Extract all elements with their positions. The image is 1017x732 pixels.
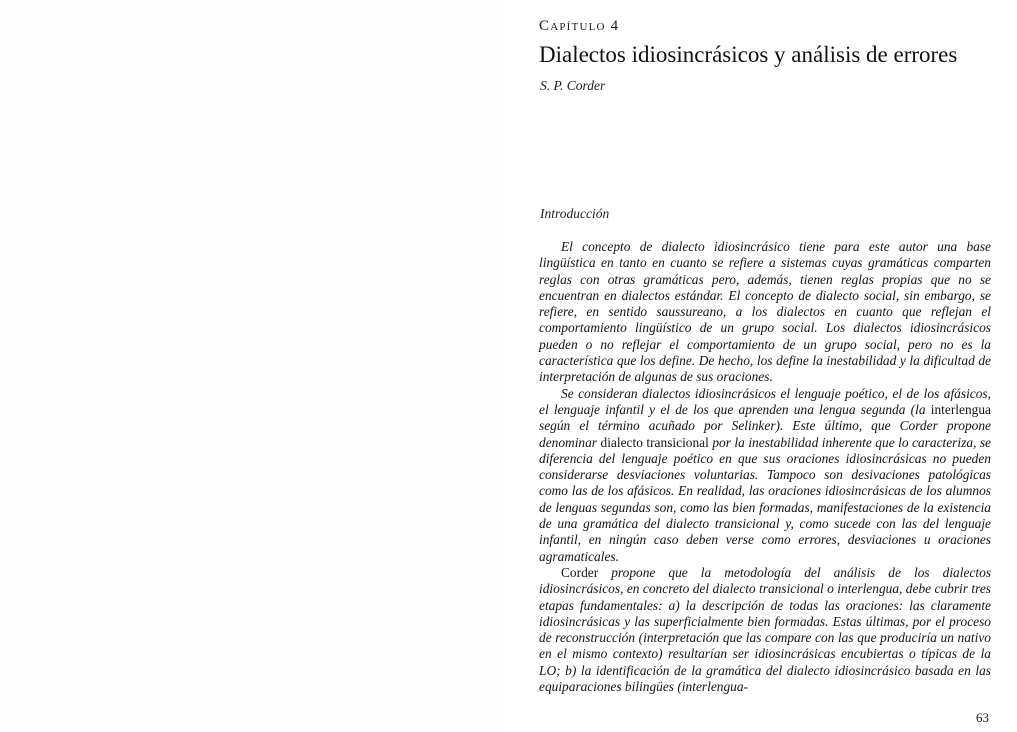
right-page: [505, 0, 1017, 732]
text-run: por la inestabilidad inherente que lo caracteriza, se diferencia del lenguaje poético en que sus oraciones idiosincrásicas no pueden considerarse desviaciones voluntarias. Tampoco son desivaciones patológicas como las de los afásicos. En realidad, las oraciones idiosincrásicas de los alumnos de lenguas segundas son, como las bien formadas, manifestaciones de la existencia de una gramática del dialecto transicional y, como sucede con las del lenguaje infantil, en ningún caso deben verse como errores, desviaciones u oraciones agramaticales.: [539, 434, 991, 564]
body-paragraph: [539, 565, 991, 695]
chapter-title: Dialectos idiosincrásicos y análisis de errores: [539, 42, 958, 67]
left-page-blank: [0, 0, 505, 732]
body-paragraph: [539, 386, 991, 565]
chapter-label: Capítulo 4: [539, 18, 620, 34]
body-paragraph: [539, 239, 991, 386]
roman-term: Corder: [561, 564, 599, 580]
section-heading: Introducción: [540, 206, 610, 221]
text-run: Se consideran dialectos idiosincrásicos el lenguaje poético, el de los afásicos, el lenguaje infantil y el de los que aprenden una lengua segunda (la: [539, 385, 991, 417]
roman-term: interlengua: [930, 401, 991, 417]
body-text: [539, 239, 991, 695]
text-run: propone que la metodología del análisis de los dialectos idiosincrásicos, en concreto del dialecto transicional o interlengua, debe cubrir tres etapas fundamentales: a) la descripción de todas las oraciones: las claramente idiosincrásicas y las superficialmente bien formadas. Estas últimas, por el proceso de reconstrucción (interpretación que las compare con las que produciría un nativo en el mismo contexto) resultarían ser idiosincrásicas encubiertas o típicas de la LO; b) la identificación de la gramática del dialecto idiosincrásico basada en las equiparaciones bilingües (interlengua-: [539, 564, 991, 695]
text-run: según el término acuñado por Selinker). Este último, que Corder propone denominar: [539, 418, 991, 450]
chapter-author: S. P. Corder: [540, 78, 606, 93]
roman-term: dialecto transicional: [600, 434, 709, 450]
page-number: 63: [976, 710, 989, 725]
text-run: El concepto de dialecto idiosincrásico tiene para este autor una base lingüística en tanto en cuanto se refiere a sistemas cuyas gramáticas comparten reglas con otras gramáticas pero, además, tienen reglas propias que no se encuentran en dialectos estándar. El concepto de dialecto social, sin embargo, se refiere, en sentido saussureano, a los dialectos en cuanto que reflejan el comportamiento lingüístico de un grupo social. Los dialectos idiosincrásicos pueden o no reflejar el comportamiento de un grupo social, pero no es la característica que los define. De hecho, los define la inestabilidad y la dificultad de interpretación de algunas de sus oraciones.: [539, 239, 991, 385]
